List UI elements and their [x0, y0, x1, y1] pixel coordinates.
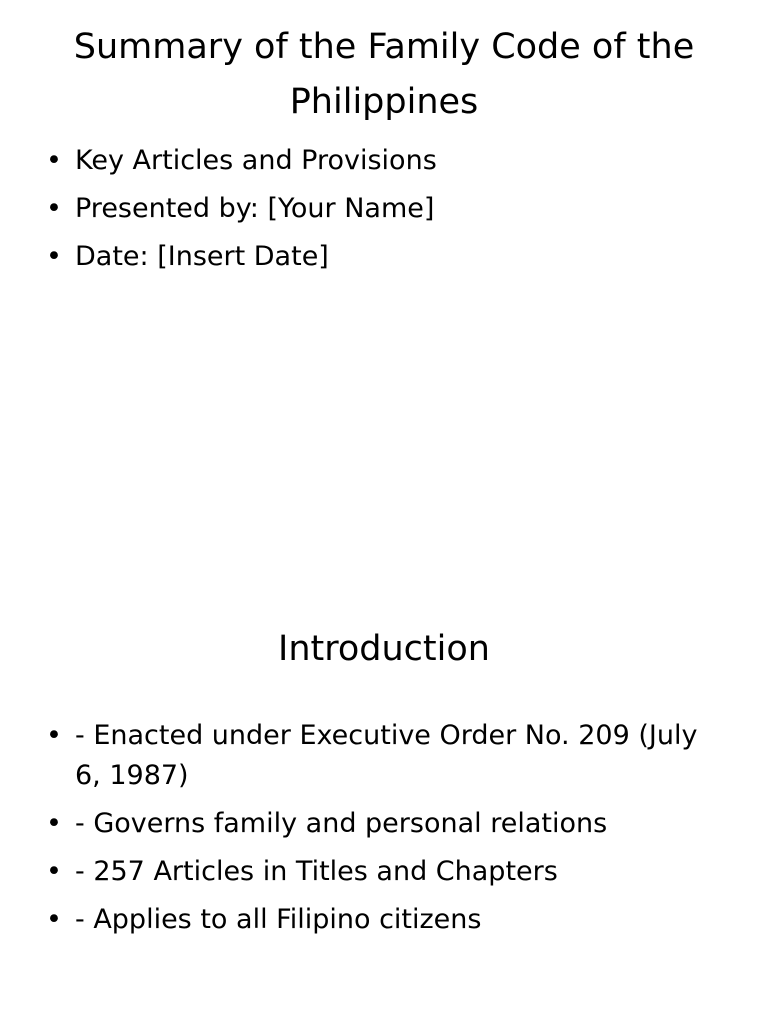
bullet-item	[0, 141, 715, 181]
bullet-icon: •	[46, 904, 62, 935]
bullet-text: - 257 Articles in Titles and Chapters	[75, 856, 558, 887]
bullet-text: - Enacted under Executive Order No. 209 (July 6, 1987)	[75, 720, 698, 791]
slide-title: Introduction	[278, 629, 490, 669]
bullet-item	[0, 900, 715, 940]
bullet-item	[0, 716, 715, 796]
bullet-text: Presented by: [Your Name]	[75, 193, 435, 224]
bullet-icon: •	[46, 720, 62, 751]
bullet-icon: •	[46, 241, 62, 272]
bullet-icon: •	[46, 808, 62, 839]
bullet-text: - Governs family and personal relations	[75, 808, 608, 839]
slide-title: Summary of the Family Code of the Philippines	[73, 27, 695, 122]
bullet-text: Key Articles and Provisions	[75, 145, 437, 176]
bullet-item	[0, 189, 715, 229]
bullet-text: Date: [Insert Date]	[75, 241, 329, 272]
bullet-text: - Applies to all Filipino citizens	[75, 904, 482, 935]
bullet-list	[0, 716, 715, 948]
bullet-item	[0, 852, 715, 892]
bullet-item	[0, 804, 715, 844]
bullet-item	[0, 237, 715, 277]
bullet-icon: •	[46, 193, 62, 224]
bullet-icon: •	[46, 145, 62, 176]
slide-introduction	[0, 576, 768, 1024]
bullet-list	[0, 141, 715, 285]
bullet-icon: •	[46, 856, 62, 887]
